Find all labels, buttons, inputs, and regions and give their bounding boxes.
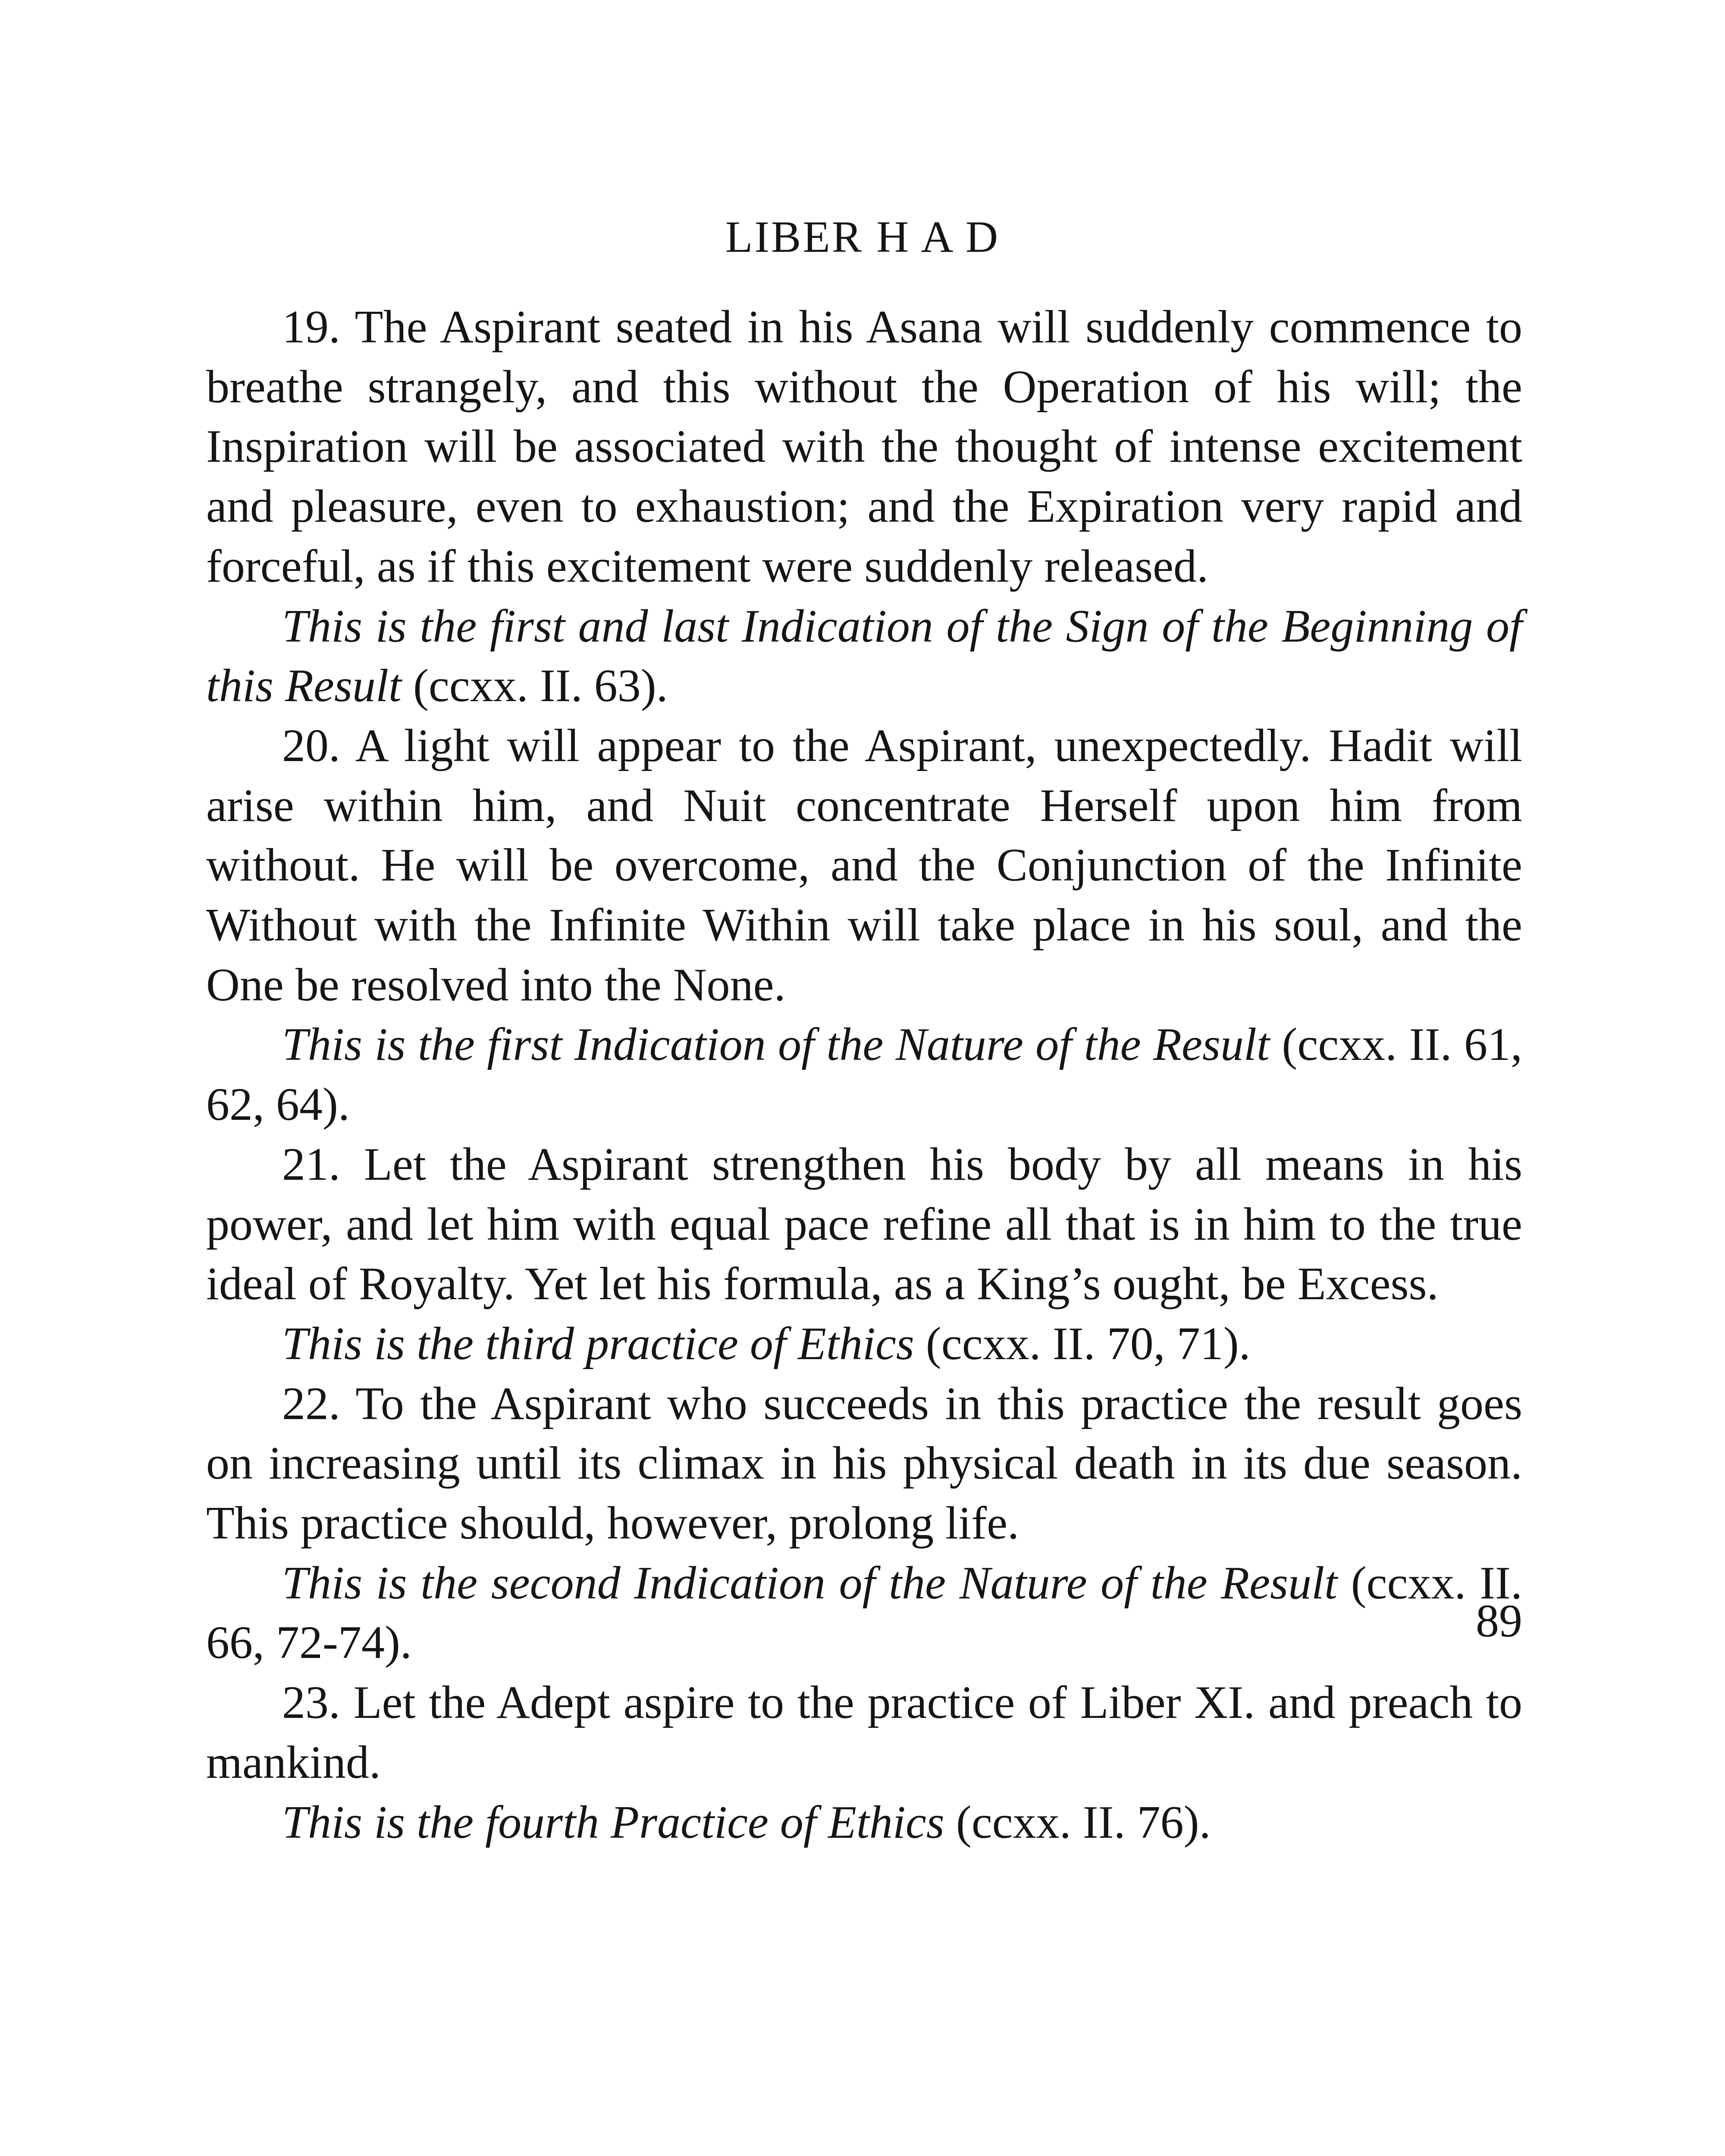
note-19-italic: This is the first and last Indication of the Sign of the Beginning of this Result bbox=[206, 600, 1522, 712]
note-20-ref: (ccxx. II. 61, 62, 64). bbox=[206, 1019, 1523, 1131]
note-19 bbox=[206, 597, 1522, 716]
note-19-ref: (ccxx. II. 63). bbox=[413, 660, 668, 712]
note-20 bbox=[206, 1015, 1522, 1134]
note-20-italic: This is the first Indication of the Nature of the Result bbox=[282, 1019, 1270, 1071]
paragraph-20: 20. A light will appear to the Aspirant, unexpectedly. Hadit will arise within him, and Nuit concentrate Herself upon him from without. He will be overcome, and the Conjunction of the Infinite Without with the Infinite Within will take place in his soul, and the One be resolved into the None. bbox=[206, 720, 1522, 1011]
body-text bbox=[206, 298, 1522, 1852]
note-22-italic: This is the second Indication of the Nature of the Result bbox=[282, 1557, 1338, 1609]
paragraph-22: 22. To the Aspirant who succeeds in this practice the result goes on increasing until its climax in his physical death in its due season. This practice should, however, prolong life. bbox=[206, 1378, 1522, 1549]
paragraph-21: 21. Let the Aspirant strengthen his body by all means in his power, and let him with equal pace refine all that is in him to the true ideal of Royalty. Yet let his formula, as a King’s ought, be Excess. bbox=[206, 1138, 1522, 1310]
note-21 bbox=[206, 1314, 1522, 1374]
note-22-ref: (ccxx. II. 66, 72-74). bbox=[206, 1557, 1523, 1669]
note-23 bbox=[206, 1793, 1522, 1853]
page-number: 89 bbox=[1476, 1595, 1522, 1647]
note-21-italic: This is the third practice of Ethics bbox=[282, 1318, 914, 1369]
note-21-ref: (ccxx. II. 70, 71). bbox=[925, 1318, 1251, 1369]
running-header: LIBER H A D bbox=[725, 212, 1000, 262]
note-22 bbox=[206, 1554, 1522, 1673]
paragraph-19: 19. The Aspirant seated in his Asana will suddenly commence to breathe strangely, and this without the Operation of his will; the Inspiration will be associated with the thought of intense excitement and pleasure, even to exhaustion; and the Expiration very rapid and forceful, as if this excitement were suddenly released. bbox=[206, 301, 1522, 592]
note-23-ref: (ccxx. II. 76). bbox=[956, 1796, 1211, 1848]
note-23-italic: This is the fourth Practice of Ethics bbox=[282, 1796, 944, 1848]
paragraph-23: 23. Let the Adept aspire to the practice of Liber XI. and preach to mankind. bbox=[206, 1677, 1522, 1788]
